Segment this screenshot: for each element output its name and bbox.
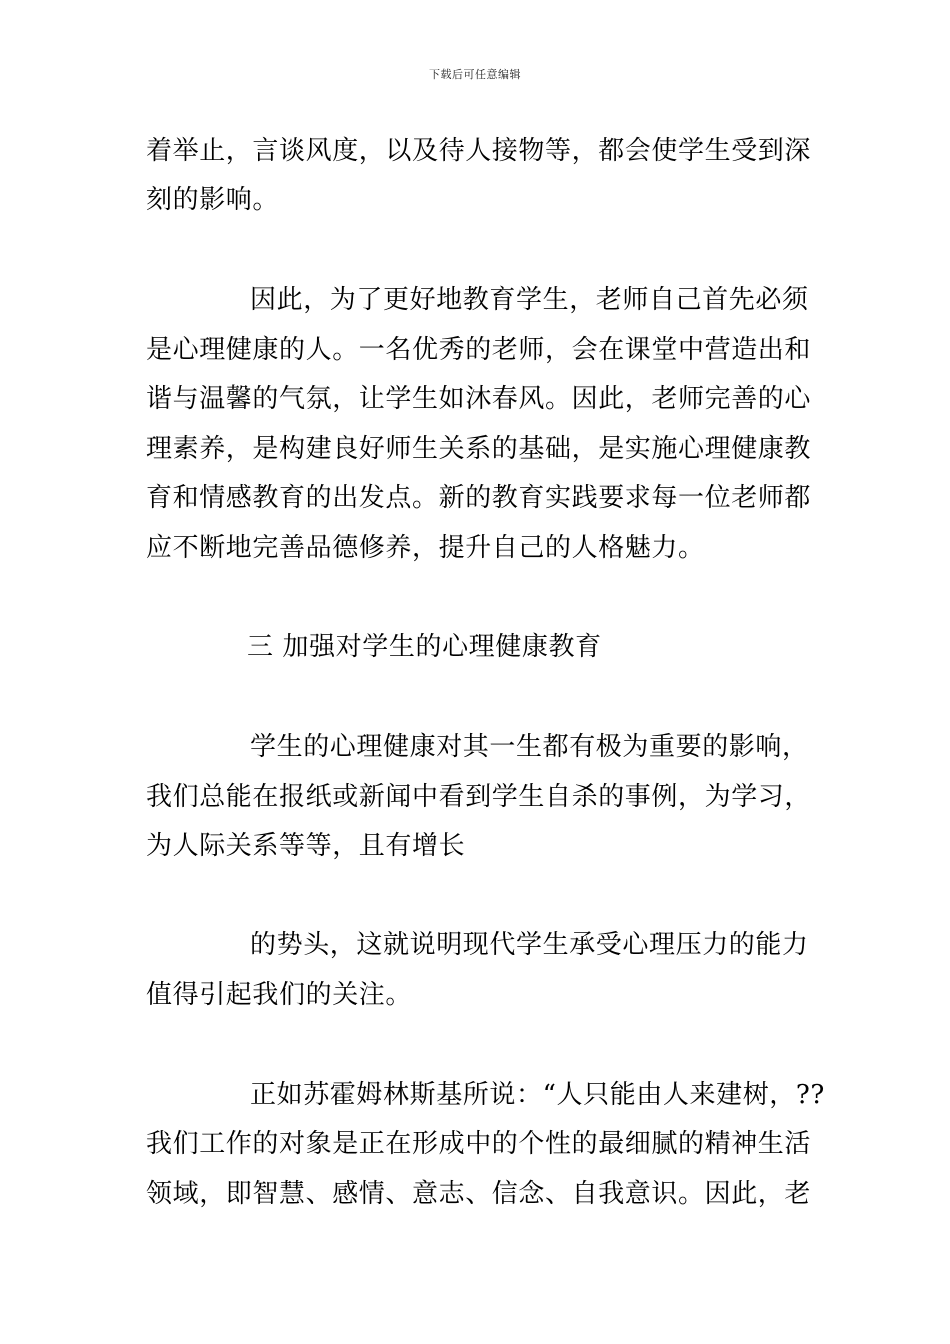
paragraph-line: 值得引起我们的关注。 xyxy=(146,980,413,1010)
paragraph-line: 因此，为了更好地教育学生，老师自己首先必须 xyxy=(250,285,809,315)
paragraph-line: 正如苏霍姆林斯基所说：“人只能由人来建树，?? xyxy=(250,1080,825,1110)
paragraph-line: 应不断地完善品德修养，提升自己的人格魅力。 xyxy=(146,533,705,563)
paragraph-line: 领域，即智慧、感情、意志、信念、自我意识。因此，老 xyxy=(146,1179,812,1209)
paragraph-line: 学生的心理健康对其一生都有极为重要的影响， xyxy=(250,732,809,762)
paragraph-line: 是心理健康的人。一名优秀的老师，会在课堂中营造出和 xyxy=(146,335,812,365)
paragraph-line: 育和情感教育的出发点。新的教育实践要求每一位老师都 xyxy=(146,483,812,513)
section-heading: 三 加强对学生的心理健康教育 xyxy=(247,632,602,662)
paragraph-line: 为人际关系等等，且有增长 xyxy=(146,831,466,861)
paragraph-line: 我们总能在报纸或新闻中看到学生自杀的事例，为学习， xyxy=(146,782,812,812)
paragraph-line: 的势头，这就说明现代学生承受心理压力的能力 xyxy=(250,930,809,960)
paragraph-line: 理素养，是构建良好师生关系的基础，是实施心理健康教 xyxy=(146,434,812,464)
paragraph-line: 我们工作的对象是正在形成中的个性的最细腻的精神生活 xyxy=(146,1129,812,1159)
paragraph-line: 刻的影响。 xyxy=(146,185,280,215)
paragraph-line: 谐与温馨的气氛，让学生如沐春风。因此，老师完善的心 xyxy=(146,384,812,414)
page-header-note: 下载后可任意编辑 xyxy=(429,68,521,81)
paragraph-line: 着举止，言谈风度，以及待人接物等，都会使学生受到深 xyxy=(146,136,812,166)
